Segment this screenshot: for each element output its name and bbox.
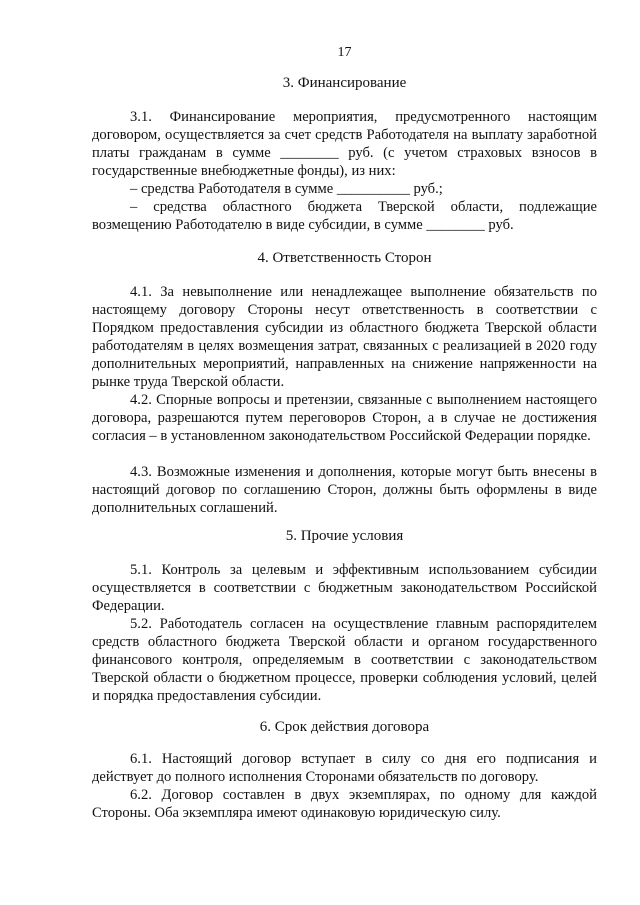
document-page <box>92 0 597 905</box>
page-number: 17 <box>337 45 352 60</box>
paragraph-6-1: 6.1. Настоящий договор вступает в силу со дня его подписания и действует до полного исполнения Сторонами обязательств по договору. <box>92 751 597 785</box>
paragraph-3-employer-funds: – средства Работодателя в сумме __________ руб.; <box>130 181 443 197</box>
paragraph-6-2: 6.2. Договор составлен в двух экземплярах, по одному для каждой Стороны. Оба экземпляра имеют одинаковую юридическую силу. <box>92 787 597 821</box>
section-title-financing: 3. Финансирование <box>282 75 407 91</box>
paragraph-4-2: 4.2. Спорные вопросы и претензии, связанные с выполнением настоящего договора, разрешаются путем переговоров Сторон, а в случае не достижения согласия – в установленном законодательством Российской Федерации порядке. <box>92 392 597 444</box>
section-title-term: 6. Срок действия договора <box>259 719 430 735</box>
section-title-responsibility: 4. Ответственность Сторон <box>257 250 432 266</box>
section-title-other-terms: 5. Прочие условия <box>285 528 404 544</box>
paragraph-5-1: 5.1. Контроль за целевым и эффективным использованием субсидии осуществляется в соответствии с бюджетным законодательством Российской Федерации. <box>92 562 597 614</box>
paragraph-3-1: 3.1. Финансирование мероприятия, предусмотренного настоящим договором, осуществляется за счет средств Работодателя на выплату заработной платы гражданам в сумме ________ руб. (с учетом страховых взносов в государственные внебюджетные фонды), из них: <box>92 109 597 179</box>
paragraph-4-3: 4.3. Возможные изменения и дополнения, которые могут быть внесены в настоящий договор по соглашению Сторон, должны быть оформлены в виде дополнительных соглашений. <box>92 464 597 516</box>
paragraph-4-1: 4.1. За невыполнение или ненадлежащее выполнение обязательств по настоящему договору Стороны несут ответственность в соответствии с Порядком предоставления субсидии из областного бюджета Тверской области работодателям в целях возмещения затрат, связанных с реализацией в 2020 году дополнительных мероприятий, направленных на снижение напряженности на рынке труда Тверской области. <box>92 284 597 390</box>
paragraph-5-2: 5.2. Работодатель согласен на осуществление главным распорядителем средств областного бюджета Тверской области и органом государственного финансового контроля, определяемым в соответствии с законодательством Тверской области о бюджетном процессе, проверки соблюдения условий, целей и порядка предоставления субсидии. <box>92 616 597 704</box>
paragraph-3-regional-funds: – средства областного бюджета Тверской области, подлежащие возмещению Работодателю в виде субсидии, в сумме ________ руб. <box>92 199 597 233</box>
